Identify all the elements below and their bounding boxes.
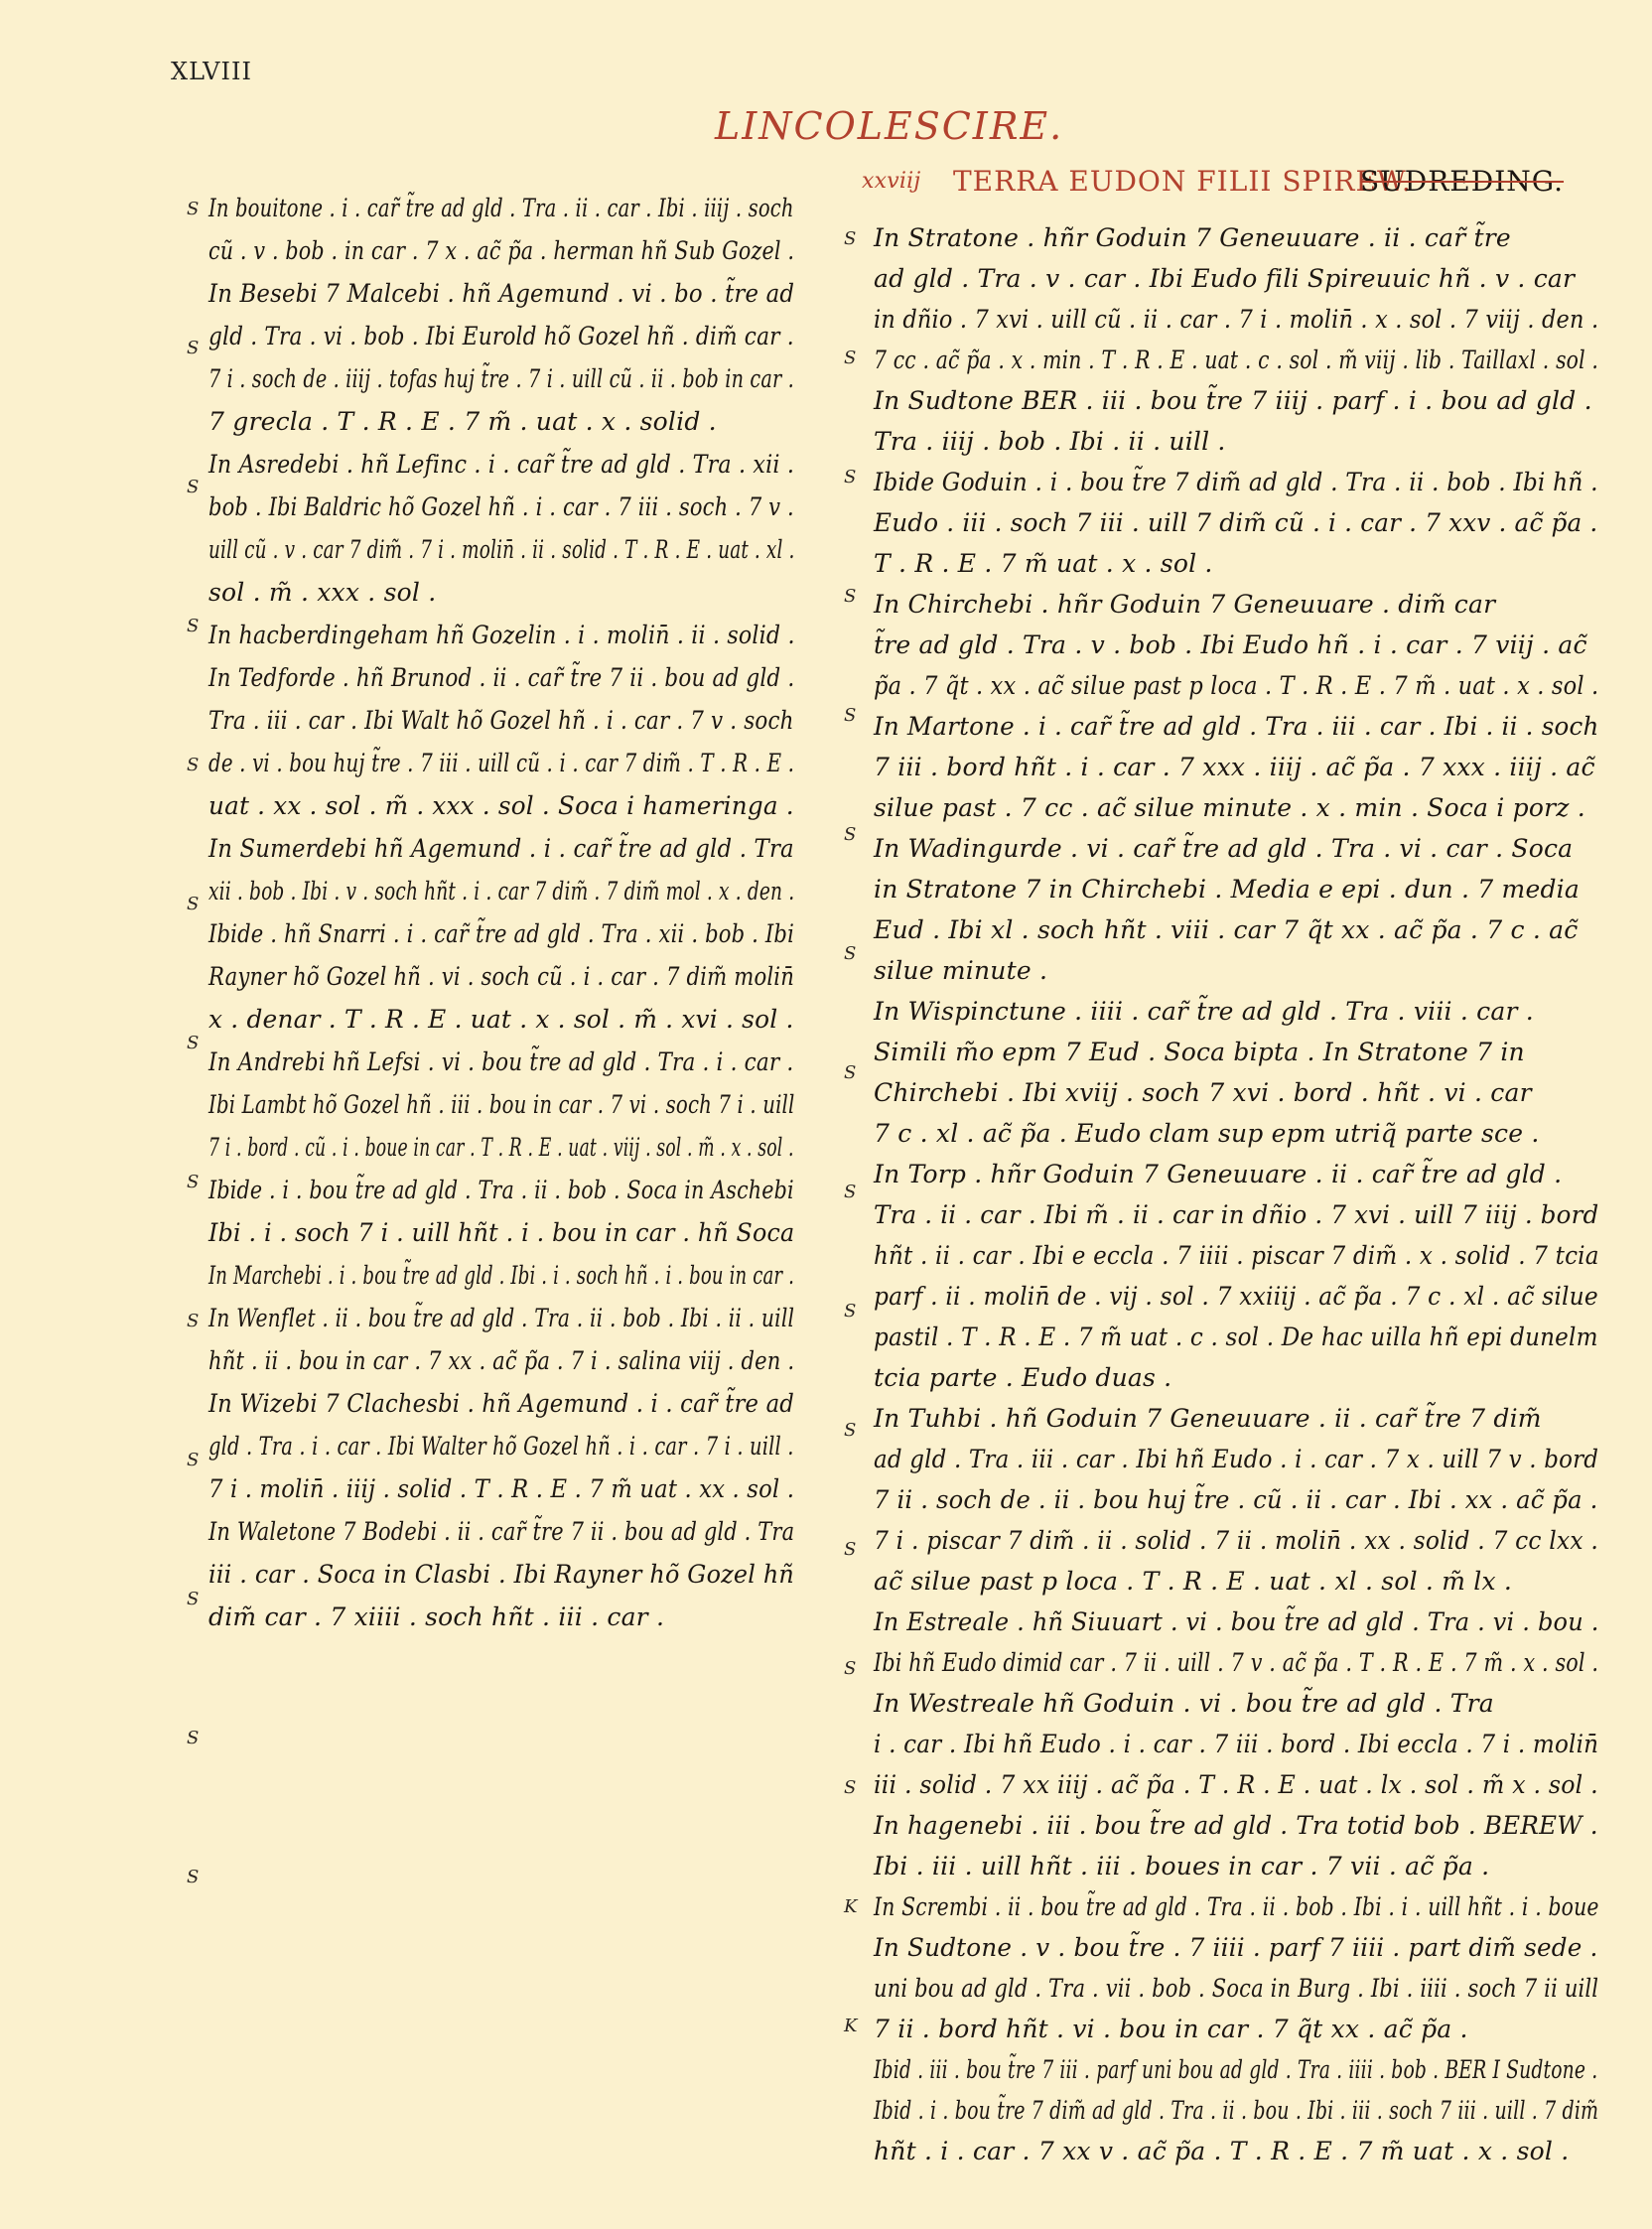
left-margin-mark: S: [187, 477, 200, 497]
right-line: In Martone . i . car̃ t̃re ad gld . Tra . iii . car . Ibi . ii . soch: [874, 712, 1599, 741]
right-margin-mark: K: [844, 2016, 858, 2036]
right-margin-mark: S: [844, 1539, 857, 1560]
left-margin-mark: S: [187, 1728, 200, 1748]
left-margin-mark: S: [187, 894, 200, 914]
left-line: In hacberdingeham hñ Gozelin . i . molin̄ . ii . solid .: [208, 621, 795, 649]
right-line: 7 cc . ac̃ p̃a . x . min . T . R . E . uat . c . sol . m̃ viij . lib . Taillaxl . sol .: [874, 346, 1599, 374]
right-line: pastil . T . R . E . 7 m̃ uat . c . sol . De hac uilla hñ epi dunelm: [874, 1323, 1598, 1351]
left-line: x . denar . T . R . E . uat . x . sol . m̃ . xvi . sol .: [208, 1005, 794, 1034]
left-line: uill cũ . v . car 7 dim̃ . 7 i . molin̄ . ii . solid . T . R . E . uat . xl .: [208, 535, 795, 564]
left-line: dim̃ car . 7 xiiii . soch hñt . iii . car .: [208, 1602, 665, 1631]
left-margin-mark: S: [187, 1172, 200, 1192]
right-margin-mark: K: [844, 1896, 858, 1917]
right-line: Tra . ii . car . Ibi m̃ . ii . car in dñio . 7 xvi . uill 7 iiij . bord: [874, 1200, 1599, 1229]
right-line: 7 ii . bord hñt . vi . bou in car . 7 q̃t xx . ac̃ p̃a .: [874, 2015, 1468, 2043]
right-line: hñt . ii . car . Ibi e eccla . 7 iiii . piscar 7 dim̃ . x . solid . 7 tcia: [874, 1241, 1599, 1270]
left-line: In Andrebi hñ Lefsi . vi . bou t̃re ad gld . Tra . i . car .: [208, 1047, 794, 1076]
right-line: in Stratone 7 in Chirchebi . Media e epi . dun . 7 media: [874, 875, 1580, 904]
right-line: In Estreale . hñ Siuuart . vi . bou t̃re ad gld . Tra . vi . bou .: [874, 1607, 1599, 1636]
left-margin-mark: S: [187, 338, 200, 358]
right-margin-mark: S: [844, 1420, 857, 1441]
left-line: In Wizebi 7 Clachesbi . hñ Agemund . i . car̃ t̃re ad: [208, 1389, 795, 1418]
left-line: xii . bob . Ibi . v . soch hñt . i . car 7 dim̃ . 7 dim̃ mol . x . den .: [208, 877, 795, 906]
left-margin-mark: S: [187, 199, 200, 219]
right-line: uni bou ad gld . Tra . vii . bob . Soca in Burg . Ibi . iiii . soch 7 ii uill: [874, 1974, 1599, 2003]
right-line: Eudo . iii . soch 7 iii . uill 7 dim̃ cũ . i . car . 7 xxv . ac̃ p̃a .: [874, 508, 1598, 537]
right-margin-mark: S: [844, 1658, 857, 1679]
left-line: In Waletone 7 Bodebi . ii . car̃ t̃re 7 ii . bou ad gld . Tra: [208, 1517, 795, 1546]
right-line: ad gld . Tra . iii . car . Ibi hñ Eudo . i . car . 7 x . uill 7 v . bord: [874, 1445, 1599, 1473]
left-line: iii . car . Soca in Clasbi . Ibi Rayner hõ Gozel hñ: [208, 1560, 794, 1589]
left-margin-mark: S: [187, 1311, 200, 1331]
left-line: Ibide . hñ Snarri . i . car̃ t̃re ad gld . Tra . xii . bob . Ibi: [208, 919, 795, 948]
left-margin-mark: S: [187, 1867, 200, 1887]
right-line: In Stratone . hñr Goduin 7 Geneuuare . ii . car̃ t̃re: [874, 223, 1511, 252]
right-line: In Wadingurde . vi . car̃ t̃re ad gld . Tra . vi . car . Soca: [874, 834, 1574, 863]
right-line: Ibide Goduin . i . bou t̃re 7 dim̃ ad gld . Tra . ii . bob . Ibi hñ .: [874, 468, 1598, 496]
right-line: In Sudtone BER . iii . bou t̃re 7 iiij . parf . i . bou ad gld .: [874, 386, 1592, 415]
left-margin-mark: S: [187, 616, 200, 636]
right-margin-mark: S: [844, 1182, 857, 1202]
page-title: LINCOLESCIRE.: [715, 104, 1064, 148]
chapter-number: xxviij: [862, 169, 921, 194]
left-line: In Asredebi . hñ Lefinc . i . car̃ t̃re ad gld . Tra . xii .: [208, 450, 795, 479]
right-margin-mark: S: [844, 1301, 857, 1322]
right-margin-mark: S: [844, 1062, 857, 1083]
left-margin-mark: S: [187, 755, 200, 775]
right-margin-mark: S: [844, 943, 857, 964]
left-margin-mark: S: [187, 1450, 200, 1470]
right-line: In Westreale hñ Goduin . vi . bou t̃re ad gld . Tra: [874, 1689, 1494, 1718]
left-line: In Wenflet . ii . bou t̃re ad gld . Tra . ii . bob . Ibi . ii . uill: [208, 1304, 795, 1332]
right-line: 7 c . xl . ac̃ p̃a . Eudo clam sup epm utriq̃ parte sce .: [874, 1119, 1540, 1148]
left-line: gld . Tra . i . car . Ibi Walter hõ Gozel hñ . i . car . 7 i . uill .: [208, 1432, 794, 1461]
chapter-heading: TERRA EUDON FILII SPIREW.: [953, 165, 1412, 198]
left-line: 7 i . bord . cũ . i . boue in car . T . R . E . uat . viij . sol . m̃ . x . sol .: [208, 1133, 794, 1162]
right-line: iii . solid . 7 xx iiij . ac̃ p̃a . T . R . E . uat . lx . sol . m̃ x . sol .: [874, 1770, 1598, 1799]
right-line: i . car . Ibi hñ Eudo . i . car . 7 iii . bord . Ibi eccla . 7 i . molin̄: [874, 1730, 1599, 1758]
right-line: p̃a . 7 q̃t . xx . ac̃ silue past p loca . T . R . E . 7 m̃ . uat . x . sol .: [874, 671, 1599, 700]
right-line: 7 ii . soch de . ii . bou huj t̃re . cũ . ii . car . Ibi . xx . ac̃ p̃a .: [874, 1485, 1598, 1514]
left-line: Ibi . i . soch 7 i . uill hñt . i . bou in car . hñ Soca: [208, 1218, 795, 1247]
right-margin-mark: S: [844, 467, 857, 488]
right-line: Eud . Ibi xl . soch hñt . viii . car 7 q̃t xx . ac̃ p̃a . 7 c . ac̃: [874, 915, 1579, 944]
right-line: In Wispinctune . iiii . car̃ t̃re ad gld . Tra . viii . car .: [874, 997, 1534, 1026]
right-line: In Torp . hñr Goduin 7 Geneuuare . ii . car̃ t̃re ad gld .: [874, 1160, 1563, 1188]
right-line: tcia parte . Eudo duas .: [874, 1363, 1172, 1392]
left-line: 7 grecla . T . R . E . 7 m̃ . uat . x . solid .: [208, 407, 717, 436]
right-line: hñt . i . car . 7 xx v . ac̃ p̃a . T . R . E . 7 m̃ uat . x . sol .: [874, 2137, 1570, 2165]
left-line: Ibide . i . bou t̃re ad gld . Tra . ii . bob . Soca in Aschebi: [208, 1176, 794, 1204]
left-line: In bouitone . i . car̃ t̃re ad gld . Tra . ii . car . Ibi . iiij . soch: [208, 194, 794, 222]
left-line: uat . xx . sol . m̃ . xxx . sol . Soca i hameringa .: [208, 791, 794, 820]
right-line: 7 i . piscar 7 dim̃ . ii . solid . 7 ii . molin̄ . xx . solid . 7 cc lxx .: [874, 1526, 1598, 1555]
right-line: In hagenebi . iii . bou t̃re ad gld . Tra totid bob . BEREW .: [874, 1811, 1598, 1840]
right-margin-mark: S: [844, 586, 857, 607]
left-line: In Tedforde . hñ Brunod . ii . car̃ t̃re 7 ii . bou ad gld .: [208, 663, 795, 692]
left-line: 7 i . molin̄ . iiij . solid . T . R . E . 7 m̃ uat . xx . sol .: [208, 1474, 795, 1503]
right-line: Ibi hñ Eudo dimid car . 7 ii . uill . 7 v . ac̃ p̃a . T . R . E . 7 m̃ . x . sol .: [874, 1648, 1599, 1677]
right-line: In Scrembi . ii . bou t̃re ad gld . Tra . ii . bob . Ibi . i . uill hñt . i . boue: [874, 1892, 1599, 1921]
right-margin-mark: S: [844, 228, 857, 249]
right-line: Ibi . iii . uill hñt . iii . boues in car . 7 vii . ac̃ p̃a .: [874, 1852, 1490, 1881]
right-line: t̃re ad gld . Tra . v . bob . Ibi Eudo hñ . i . car . 7 viij . ac̃: [874, 630, 1587, 659]
left-line: In Besebi 7 Malcebi . hñ Agemund . vi . bo . t̃re ad: [208, 279, 795, 308]
left-line: 7 i . soch de . iiij . tofas huj t̃re . 7 i . uill cũ . ii . bob in car .: [208, 364, 794, 393]
right-margin-mark: S: [844, 705, 857, 726]
right-line: In Chirchebi . hñr Goduin 7 Geneuuare . dim̃ car: [874, 590, 1496, 619]
right-line: ad gld . Tra . v . car . Ibi Eudo fili Spireuuic hñ . v . car: [874, 264, 1576, 293]
left-line: Rayner hõ Gozel hñ . vi . soch cũ . i . car . 7 dim̃ molin̄: [208, 962, 795, 991]
left-line: gld . Tra . vi . bob . Ibi Eurold hõ Gozel hñ . dim̃ car .: [208, 322, 794, 350]
left-line: In Marchebi . i . bou t̃re ad gld . Ibi . i . soch hñ . i . bou in car .: [208, 1261, 795, 1290]
right-line: silue past . 7 cc . ac̃ silue minute . x . min . Soca i porz .: [874, 793, 1585, 822]
left-margin-mark: S: [187, 1033, 200, 1053]
left-line: hñt . ii . bou in car . 7 xx . ac̃ p̃a . 7 i . salina viij . den .: [208, 1346, 795, 1375]
left-line: In Sumerdebi hñ Agemund . i . car̃ t̃re ad gld . Tra: [208, 834, 794, 863]
right-line: ac̃ silue past p loca . T . R . E . uat . xl . sol . m̃ lx .: [874, 1567, 1513, 1596]
right-line: Ibid . i . bou t̃re 7 dim̃ ad gld . Tra . ii . bou . Ibi . iii . soch 7 iii . uill . 7 dim̃: [874, 2096, 1599, 2125]
right-line: In Tuhbi . hñ Goduin 7 Geneuuare . ii . car̃ t̃re 7 dim̃: [874, 1404, 1542, 1433]
left-line: Tra . iii . car . Ibi Walt hõ Gozel hñ . i . car . 7 v . soch: [208, 706, 794, 735]
right-line: Ibid . iii . bou t̃re 7 iii . parf uni bou ad gld . Tra . iiii . bob . BER I Sudtone .: [874, 2055, 1598, 2084]
right-line: silue minute .: [874, 956, 1048, 985]
right-line: Tra . iiij . bob . Ibi . ii . uill .: [874, 427, 1226, 456]
left-line: de . vi . bou huj t̃re . 7 iii . uill cũ . i . car 7 dim̃ . T . R . E .: [208, 749, 795, 777]
left-line: cũ . v . bob . in car . 7 x . ac̃ p̃a . herman hñ Sub Gozel .: [208, 236, 795, 265]
right-margin-mark: S: [844, 824, 857, 845]
left-line: Ibi Lambt hõ Gozel hñ . iii . bou in car . 7 vi . soch 7 i . uill: [208, 1090, 795, 1119]
left-line: bob . Ibi Baldric hõ Gozel hñ . i . car . 7 iii . soch . 7 v .: [208, 492, 794, 521]
right-line: In Sudtone . v . bou t̃re . 7 iiii . parf 7 iiii . part dim̃ sede .: [874, 1933, 1598, 1962]
right-line: T . R . E . 7 m̃ uat . x . sol .: [874, 549, 1213, 578]
right-margin-mark: S: [844, 348, 857, 368]
right-line: 7 iii . bord hñt . i . car . 7 xxx . iiij . ac̃ p̃a . 7 xxx . iiij . ac̃: [874, 753, 1595, 781]
right-line: Simili m̃o epm 7 Eud . Soca bipta . In Stratone 7 in: [874, 1038, 1525, 1066]
left-margin-mark: S: [187, 1589, 200, 1609]
wapentake-heading: SUDREDING.: [1360, 165, 1565, 198]
right-line: parf . ii . molin̄ de . vij . sol . 7 xxiiij . ac̃ p̃a . 7 c . xl . ac̃ silue: [874, 1282, 1598, 1311]
right-margin-mark: S: [844, 1777, 857, 1798]
right-line: in dñio . 7 xvi . uill cũ . ii . car . 7 i . molin̄ . x . sol . 7 viij . den .: [874, 305, 1599, 334]
folio-number: XLVIII: [171, 58, 252, 85]
left-line: sol . m̃ . xxx . sol .: [208, 578, 437, 607]
right-line: Chirchebi . Ibi xviij . soch 7 xvi . bord . hñt . vi . car: [874, 1078, 1532, 1107]
